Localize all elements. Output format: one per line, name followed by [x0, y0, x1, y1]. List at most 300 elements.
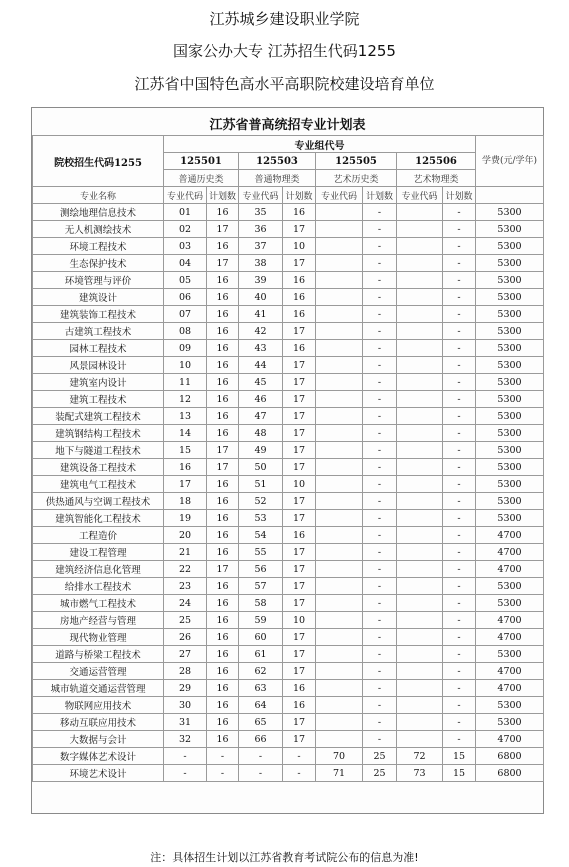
plan-count: - [443, 646, 476, 663]
tuition-fee: 5300 [476, 697, 544, 714]
major-code [397, 680, 443, 697]
plan-count: - [363, 714, 397, 731]
major-code: 57 [239, 578, 283, 595]
plan-count: - [363, 306, 397, 323]
table-row [33, 578, 544, 595]
table-row [33, 289, 544, 306]
major-code [316, 221, 363, 238]
table-title: 江苏省普高统招专业计划表 [209, 118, 366, 133]
plan-count: - [363, 680, 397, 697]
tuition-fee: 5300 [476, 493, 544, 510]
plan-count: 17 [283, 510, 316, 527]
major-code [397, 697, 443, 714]
major-code: 47 [239, 408, 283, 425]
major-code: 58 [239, 595, 283, 612]
plan-count: - [443, 629, 476, 646]
table-row [33, 697, 544, 714]
plan-count: 17 [283, 646, 316, 663]
major-code: 38 [239, 255, 283, 272]
table-row [33, 663, 544, 680]
plan-count: 16 [207, 680, 239, 697]
plan-count: 16 [207, 714, 239, 731]
major-code [397, 408, 443, 425]
plan-count: 16 [207, 476, 239, 493]
enrollment-plan-table-frame [31, 107, 544, 814]
plan-count: - [443, 476, 476, 493]
plan-count: - [363, 578, 397, 595]
tuition-fee: 4700 [476, 680, 544, 697]
tuition-fee: 4700 [476, 629, 544, 646]
table-row [33, 255, 544, 272]
tuition-fee: 4700 [476, 663, 544, 680]
major-code [397, 510, 443, 527]
table-row [33, 425, 544, 442]
plan-count: - [363, 374, 397, 391]
plan-count: 16 [207, 731, 239, 748]
major-code: 40 [239, 289, 283, 306]
fee-header-spacer [476, 187, 544, 204]
major-name: 地下与隧道工程技术 [33, 442, 164, 459]
plan-count: - [363, 272, 397, 289]
plan-count: - [443, 680, 476, 697]
plan-count: - [363, 629, 397, 646]
table-row [33, 595, 544, 612]
major-code: 39 [239, 272, 283, 289]
plan-count: 16 [207, 595, 239, 612]
major-code: 70 [316, 748, 363, 765]
school-name: 江苏城乡建设职业学院 [209, 10, 360, 28]
table-row [33, 221, 544, 238]
major-code [397, 221, 443, 238]
table-row [33, 374, 544, 391]
table-row [33, 714, 544, 731]
major-code: - [164, 748, 207, 765]
major-code [316, 629, 363, 646]
major-code: 09 [164, 340, 207, 357]
tuition-fee: 5300 [476, 578, 544, 595]
major-code: 06 [164, 289, 207, 306]
major-code [316, 255, 363, 272]
major-name: 工程造价 [33, 527, 164, 544]
plan-count: - [363, 476, 397, 493]
tuition-fee: 5300 [476, 510, 544, 527]
plan-count: 17 [283, 408, 316, 425]
major-code: - [164, 765, 207, 782]
major-code: 02 [164, 221, 207, 238]
tuition-fee: 5300 [476, 408, 544, 425]
major-code: 08 [164, 323, 207, 340]
tuition-fee: 5300 [476, 357, 544, 374]
plan-count: - [363, 612, 397, 629]
major-code [316, 272, 363, 289]
major-code: 50 [239, 459, 283, 476]
major-code: 27 [164, 646, 207, 663]
table-row [33, 238, 544, 255]
table-row [33, 476, 544, 493]
major-code [316, 595, 363, 612]
plan-count: 16 [207, 578, 239, 595]
major-code [316, 289, 363, 306]
tuition-fee: 5300 [476, 323, 544, 340]
tuition-fee: 5300 [476, 646, 544, 663]
plan-count: - [443, 578, 476, 595]
major-name: 生态保护技术 [33, 255, 164, 272]
major-code: 48 [239, 425, 283, 442]
major-code [397, 663, 443, 680]
major-code: 41 [239, 306, 283, 323]
major-code: 60 [239, 629, 283, 646]
plan-count: - [363, 204, 397, 221]
plan-count: 16 [207, 527, 239, 544]
major-code [316, 391, 363, 408]
major-code [397, 731, 443, 748]
tuition-fee: 5300 [476, 306, 544, 323]
major-code [316, 374, 363, 391]
major-code [316, 408, 363, 425]
major-code: 31 [164, 714, 207, 731]
major-code [316, 204, 363, 221]
major-code [397, 357, 443, 374]
major-name: 道路与桥梁工程技术 [33, 646, 164, 663]
plan-count: 16 [283, 697, 316, 714]
major-code: 19 [164, 510, 207, 527]
plan-count: 16 [207, 306, 239, 323]
major-code [316, 323, 363, 340]
major-code [316, 714, 363, 731]
tuition-fee: 6800 [476, 748, 544, 765]
col-header-plan: 计划数 [207, 187, 239, 204]
group-header: 专业组代号 [164, 136, 476, 153]
major-code: 42 [239, 323, 283, 340]
major-name: 建筑工程技术 [33, 391, 164, 408]
plan-count: 16 [283, 272, 316, 289]
group-subject: 艺术物理类 [397, 170, 476, 187]
plan-count: - [363, 663, 397, 680]
tuition-fee: 4700 [476, 731, 544, 748]
major-code [397, 714, 443, 731]
major-code [397, 340, 443, 357]
col-header-plan: 计划数 [443, 187, 476, 204]
plan-count: - [443, 323, 476, 340]
major-name: 园林工程技术 [33, 340, 164, 357]
plan-count: 25 [363, 748, 397, 765]
col-header-plan: 计划数 [363, 187, 397, 204]
major-code [316, 238, 363, 255]
plan-count: 17 [283, 323, 316, 340]
plan-count: - [443, 204, 476, 221]
plan-count: - [363, 595, 397, 612]
plan-count: 16 [207, 408, 239, 425]
plan-count: 16 [207, 697, 239, 714]
plan-count: 17 [283, 391, 316, 408]
plan-count: - [443, 493, 476, 510]
major-name: 环境管理与评价 [33, 272, 164, 289]
major-code: 32 [164, 731, 207, 748]
major-code [316, 493, 363, 510]
plan-count: 10 [283, 612, 316, 629]
major-code: 20 [164, 527, 207, 544]
major-code: 64 [239, 697, 283, 714]
table-row [33, 391, 544, 408]
plan-count: 17 [207, 255, 239, 272]
major-code: - [239, 765, 283, 782]
plan-count: 16 [207, 391, 239, 408]
major-name: 移动互联应用技术 [33, 714, 164, 731]
major-code: 37 [239, 238, 283, 255]
tuition-fee: 5300 [476, 595, 544, 612]
major-code [397, 442, 443, 459]
major-code [397, 459, 443, 476]
major-name: 建设工程管理 [33, 544, 164, 561]
major-code: 30 [164, 697, 207, 714]
major-code [397, 374, 443, 391]
plan-count: 17 [207, 561, 239, 578]
major-code: 46 [239, 391, 283, 408]
major-name: 物联网应用技术 [33, 697, 164, 714]
plan-count: 17 [207, 221, 239, 238]
tuition-fee: 6800 [476, 765, 544, 782]
tuition-fee: 5300 [476, 476, 544, 493]
table-row [33, 731, 544, 748]
plan-count: 16 [207, 323, 239, 340]
major-code: 04 [164, 255, 207, 272]
plan-count: - [207, 765, 239, 782]
table-row [33, 629, 544, 646]
major-code: 21 [164, 544, 207, 561]
tuition-fee: 5300 [476, 289, 544, 306]
major-code: 25 [164, 612, 207, 629]
major-code [397, 561, 443, 578]
major-code: 55 [239, 544, 283, 561]
major-code: 01 [164, 204, 207, 221]
major-code [316, 646, 363, 663]
plan-count: - [443, 442, 476, 459]
plan-count: - [443, 731, 476, 748]
major-code [397, 493, 443, 510]
major-code: 71 [316, 765, 363, 782]
group-subject: 普通历史类 [164, 170, 239, 187]
major-code: 56 [239, 561, 283, 578]
major-code [316, 561, 363, 578]
major-code: 13 [164, 408, 207, 425]
major-code [316, 442, 363, 459]
plan-count: 16 [283, 527, 316, 544]
plan-count: 16 [207, 544, 239, 561]
major-code: 66 [239, 731, 283, 748]
major-name: 给排水工程技术 [33, 578, 164, 595]
major-code [397, 306, 443, 323]
table-row [33, 357, 544, 374]
major-code: 35 [239, 204, 283, 221]
major-code [316, 340, 363, 357]
tuition-fee: 5300 [476, 238, 544, 255]
group-code: 125503 [239, 153, 316, 170]
plan-count: 16 [283, 340, 316, 357]
major-code: 26 [164, 629, 207, 646]
major-code [316, 357, 363, 374]
plan-count: 10 [283, 476, 316, 493]
major-code: 51 [239, 476, 283, 493]
major-code: 05 [164, 272, 207, 289]
group-subject: 艺术历史类 [316, 170, 397, 187]
major-name: 建筑电气工程技术 [33, 476, 164, 493]
table-row [33, 204, 544, 221]
plan-count: - [363, 459, 397, 476]
tuition-fee: 5300 [476, 425, 544, 442]
col-header-code: 专业代码 [239, 187, 283, 204]
plan-count: 17 [283, 663, 316, 680]
table-row [33, 408, 544, 425]
major-code: 23 [164, 578, 207, 595]
col-header-code: 专业代码 [316, 187, 363, 204]
major-name: 城市燃气工程技术 [33, 595, 164, 612]
major-name: 大数据与会计 [33, 731, 164, 748]
major-code: 24 [164, 595, 207, 612]
major-name: 装配式建筑工程技术 [33, 408, 164, 425]
tuition-fee: 5300 [476, 340, 544, 357]
corner-label: 院校招生代码1255 [33, 136, 164, 187]
major-code [316, 544, 363, 561]
plan-count: 17 [283, 595, 316, 612]
table-row [33, 306, 544, 323]
plan-count: 16 [207, 493, 239, 510]
school-designation: 江苏省中国特色高水平高职院校建设培育单位 [134, 75, 435, 93]
tuition-fee: 4700 [476, 561, 544, 578]
plan-count: - [443, 289, 476, 306]
plan-count: 17 [283, 374, 316, 391]
major-code [397, 391, 443, 408]
plan-count: 16 [283, 204, 316, 221]
major-name: 供热通风与空调工程技术 [33, 493, 164, 510]
major-code [316, 578, 363, 595]
col-header-major: 专业名称 [33, 187, 164, 204]
plan-count: 17 [283, 357, 316, 374]
school-type-code: 国家公办大专 江苏招生代码1255 [173, 42, 396, 60]
plan-count: - [363, 391, 397, 408]
major-code: 29 [164, 680, 207, 697]
plan-count: - [443, 357, 476, 374]
major-code: 53 [239, 510, 283, 527]
major-code [316, 527, 363, 544]
major-code: 11 [164, 374, 207, 391]
major-code: 16 [164, 459, 207, 476]
plan-count: - [363, 731, 397, 748]
table-row [33, 748, 544, 765]
plan-count: 16 [207, 272, 239, 289]
plan-count: - [443, 714, 476, 731]
plan-count: - [443, 238, 476, 255]
table-row [33, 544, 544, 561]
plan-count: 17 [283, 714, 316, 731]
plan-count: - [363, 527, 397, 544]
plan-count: - [363, 544, 397, 561]
major-code: 18 [164, 493, 207, 510]
plan-count: - [443, 272, 476, 289]
major-name: 建筑经济信息化管理 [33, 561, 164, 578]
plan-count: - [363, 646, 397, 663]
table-row [33, 646, 544, 663]
major-code: 43 [239, 340, 283, 357]
tuition-fee: 5300 [476, 272, 544, 289]
major-name: 建筑室内设计 [33, 374, 164, 391]
plan-count: 16 [207, 646, 239, 663]
major-name: 建筑设备工程技术 [33, 459, 164, 476]
plan-count: 17 [283, 731, 316, 748]
major-code: 15 [164, 442, 207, 459]
major-name: 房地产经营与管理 [33, 612, 164, 629]
plan-count: 16 [283, 306, 316, 323]
major-name: 环境工程技术 [33, 238, 164, 255]
plan-count: 15 [443, 765, 476, 782]
major-code [316, 612, 363, 629]
tuition-fee: 4700 [476, 544, 544, 561]
major-name: 环境艺术设计 [33, 765, 164, 782]
tuition-fee: 5300 [476, 204, 544, 221]
tuition-fee: 4700 [476, 612, 544, 629]
plan-count: - [443, 561, 476, 578]
major-code [397, 289, 443, 306]
major-code: 17 [164, 476, 207, 493]
plan-count: - [443, 612, 476, 629]
major-code: 14 [164, 425, 207, 442]
plan-count: 17 [283, 493, 316, 510]
major-code: 63 [239, 680, 283, 697]
major-name: 风景园林设计 [33, 357, 164, 374]
plan-count: - [363, 221, 397, 238]
plan-count: 16 [207, 629, 239, 646]
tuition-fee: 4700 [476, 527, 544, 544]
plan-count: - [443, 697, 476, 714]
plan-count: - [363, 357, 397, 374]
plan-count: - [363, 238, 397, 255]
major-code: 22 [164, 561, 207, 578]
major-code [316, 425, 363, 442]
tuition-fee: 5300 [476, 374, 544, 391]
major-code: 45 [239, 374, 283, 391]
major-name: 现代物业管理 [33, 629, 164, 646]
plan-count: - [443, 255, 476, 272]
major-name: 无人机测绘技术 [33, 221, 164, 238]
major-code [397, 646, 443, 663]
major-name: 数字媒体艺术设计 [33, 748, 164, 765]
plan-count: 17 [283, 561, 316, 578]
major-code: 36 [239, 221, 283, 238]
major-code [397, 476, 443, 493]
major-name: 建筑设计 [33, 289, 164, 306]
table-row [33, 680, 544, 697]
major-code [397, 255, 443, 272]
table-row [33, 510, 544, 527]
major-code [397, 425, 443, 442]
plan-count: 16 [207, 663, 239, 680]
plan-count: 17 [283, 255, 316, 272]
major-code: 03 [164, 238, 207, 255]
major-code: 65 [239, 714, 283, 731]
major-code [397, 544, 443, 561]
major-code [397, 204, 443, 221]
major-code: 12 [164, 391, 207, 408]
major-code [397, 595, 443, 612]
major-code: 10 [164, 357, 207, 374]
major-name: 古建筑工程技术 [33, 323, 164, 340]
group-code: 125505 [316, 153, 397, 170]
plan-count: - [363, 289, 397, 306]
plan-count: - [443, 425, 476, 442]
major-code: 73 [397, 765, 443, 782]
major-code [316, 680, 363, 697]
plan-count: 16 [207, 340, 239, 357]
group-code: 125501 [164, 153, 239, 170]
